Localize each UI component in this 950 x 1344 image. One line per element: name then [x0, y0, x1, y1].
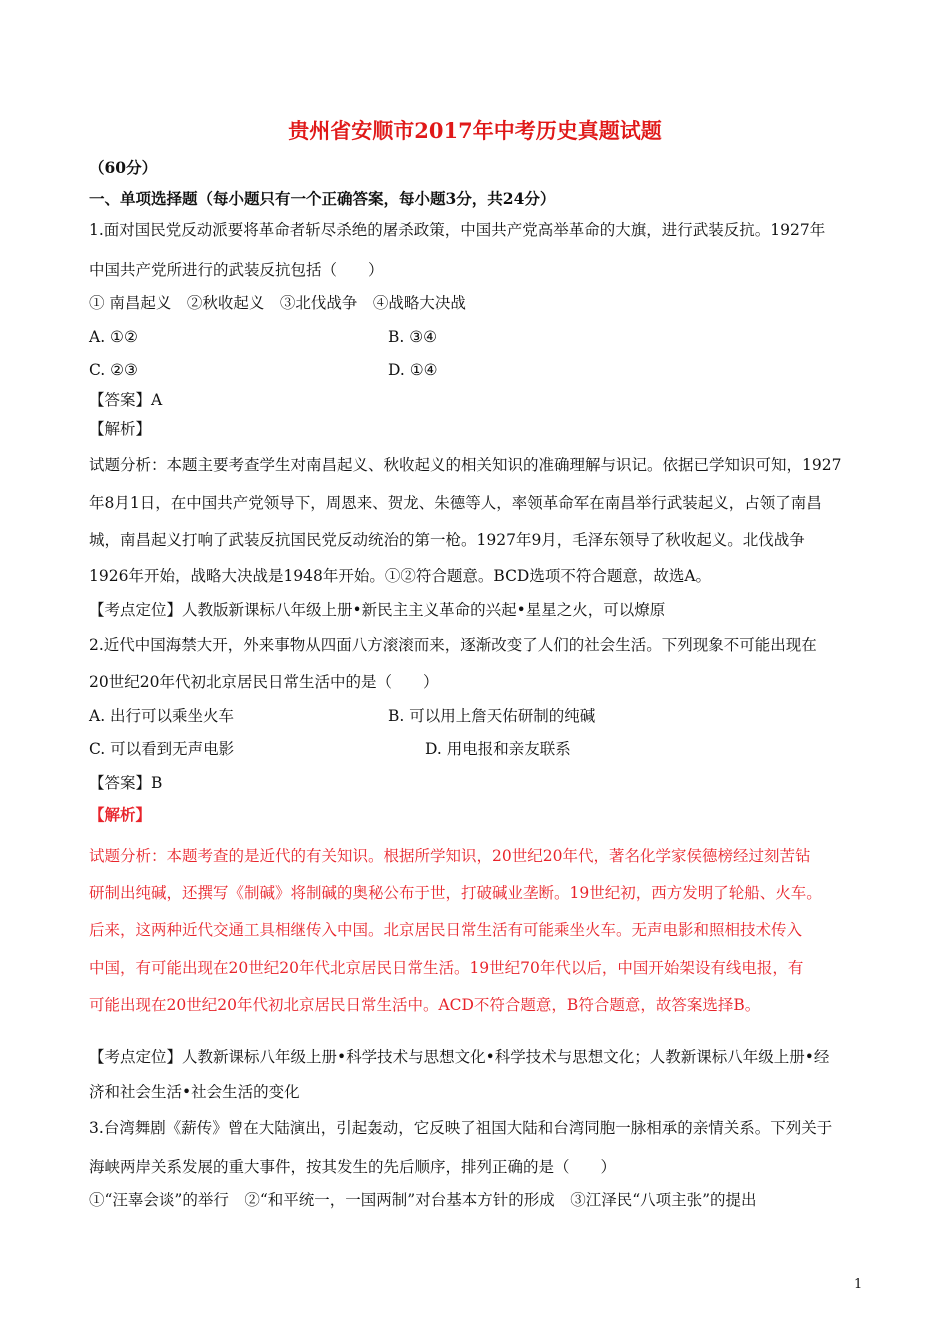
q3-items: ①“汪辜会谈”的举行 ②“和平统一，一国两制”对台基本方针的形成 ③江泽民“八项主张”的提出 [89, 1191, 757, 1209]
q2-analysis-line-3: 后来，这两种近代交通工具相继传入中国。北京居民日常生活有可能乘坐火车。无声电影和照相技术传入 [89, 921, 803, 939]
q1-analysis-line-3: 城，南昌起义打响了武装反抗国民党反动统治的第一枪。1927年9月，毛泽东领导了秋收起义。北伐战争 [89, 531, 805, 549]
q2-option-d: D. 用电报和亲友联系 [425, 740, 571, 758]
q1-analysis-line-4: 1926年开始，战略大决战是1948年开始。①②符合题意。BCD选项不符合题意，故选A。 [89, 567, 712, 585]
page-number: 1 [854, 1277, 863, 1292]
q3-stem-line-1: 3.台湾舞剧《薪传》曾在大陆演出，引起轰动，它反映了祖国大陆和台湾同胞一脉相承的亲情关系。下列关于 [89, 1119, 833, 1137]
q2-option-c: C. 可以看到无声电影 [89, 740, 235, 758]
q2-analysis-line-1: 试题分析：本题考查的是近代的有关知识。根据所学知识，20世纪20年代，著名化学家侯德榜经过刻苦钻 [89, 847, 811, 865]
q2-analysis-line-2: 研制出纯碱，还撰写《制碱》将制碱的奥秘公布于世，打破碱业垄断。19世纪初，西方发明了轮船、火车。 [89, 884, 822, 902]
q2-answer: 【答案】B [89, 774, 163, 792]
q2-stem-line-1: 2.近代中国海禁大开，外来事物从四面八方滚滚而来，逐渐改变了人们的社会生活。下列现象不可能出现在 [89, 636, 817, 654]
q1-stem-line-2: 中国共产党所进行的武装反抗包括（ ） [89, 261, 384, 279]
q1-option-a: A. ①② [89, 328, 138, 346]
q1-option-d: D. ①④ [388, 361, 438, 379]
q1-answer: 【答案】A [89, 391, 163, 409]
q3-stem-line-2: 海峡两岸关系发展的重大事件，按其发生的先后顺序，排列正确的是（ ） [89, 1158, 617, 1176]
q1-knowledge-point: 【考点定位】人教版新课标八年级上册•新民主主义革命的兴起•星星之火，可以燎原 [89, 601, 666, 619]
q1-analysis-line-1: 试题分析：本题主要考查学生对南昌起义、秋收起义的相关知识的准确理解与识记。依据已学知识可知，1927 [89, 456, 842, 474]
q1-analysis-label: 【解析】 [89, 420, 152, 438]
q1-analysis-line-2: 年8月1日，在中国共产党领导下，周恩来、贺龙、朱德等人，率领革命军在南昌举行武装起义，占领了南昌 [89, 494, 822, 512]
q2-knowledge-point-line-1: 【考点定位】人教新课标八年级上册•科学技术与思想文化•科学技术与思想文化；人教新课标八年级上册•经 [89, 1048, 830, 1066]
q2-analysis-line-5: 可能出现在20世纪20年代初北京居民日常生活中。ACD不符合题意，B符合题意，故答案选择B。 [89, 996, 761, 1014]
section-heading: 一、单项选择题（每小题只有一个正确答案，每小题3分，共24分） [89, 189, 556, 208]
q2-analysis-line-4: 中国，有可能出现在20世纪20年代北京居民日常生活。19世纪70年代以后，中国开始架设有线电报，有 [89, 959, 804, 977]
q2-knowledge-point-line-2: 济和社会生活•社会生活的变化 [89, 1083, 300, 1101]
page-title: 贵州省安顺市2017年中考历史真题试题 [288, 118, 662, 143]
q2-option-a: A. 出行可以乘坐火车 [89, 707, 235, 725]
q1-option-c: C. ②③ [89, 361, 138, 379]
q1-stem-line-1: 1.面对国民党反动派要将革命者斩尽杀绝的屠杀政策，中国共产党高举革命的大旗，进行武装反抗。1927年 [89, 221, 826, 239]
q2-analysis-label: 【解析】 [89, 805, 152, 824]
q2-option-b: B. 可以用上詹天佑研制的纯碱 [388, 707, 596, 725]
q2-stem-line-2: 20世纪20年代初北京居民日常生活中的是（ ） [89, 673, 439, 691]
total-score: （60分） [89, 158, 158, 177]
q1-option-b: B. ③④ [388, 328, 438, 346]
q1-items: ① 南昌起义 ②秋收起义 ③北伐战争 ④战略大决战 [89, 294, 466, 312]
